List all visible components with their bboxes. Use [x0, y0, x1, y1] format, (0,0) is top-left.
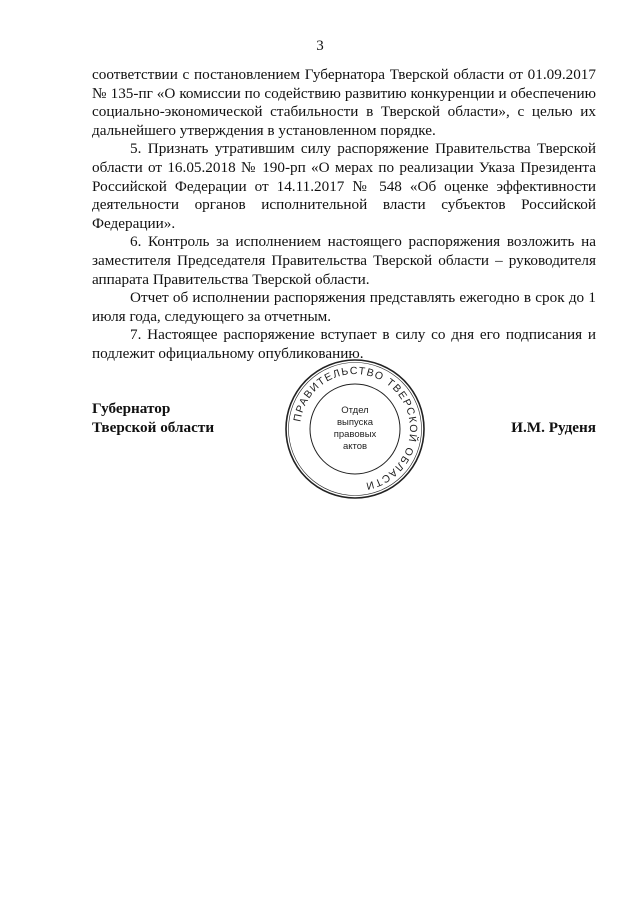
signer-name: И.М. Руденя	[511, 419, 596, 436]
stamp-ring-text: ПРАВИТЕЛЬСТВО ТВЕРСКОЙ ОБЛАСТИ	[291, 364, 420, 493]
page-number: 3	[316, 38, 324, 54]
stamp-seal-icon	[284, 358, 426, 500]
stamp-center-line-2: выпуска	[336, 417, 374, 428]
document-body	[92, 66, 596, 364]
paragraph-item-5: 5. Признать утратившим силу распоряжение Правительства Тверской области от 16.05.2018 № 190-рп «О мерах по реализации Указа Президента Российской Федерации от 14.11.2017 № 548 «Об оценке эффективности деятельности органов исполнительной власти субъектов Российской Федерации».	[92, 140, 596, 232]
signer-title-line-1: Губернатор	[92, 400, 171, 417]
official-stamp	[284, 358, 426, 500]
stamp-center-line-4: актов	[342, 441, 368, 452]
signer-title-line-2: Тверской области	[92, 418, 215, 436]
stamp-center-line-3: правовых	[333, 429, 377, 440]
paragraph-continuation: соответствии с постановлением Губернатора Тверской области от 01.09.2017 № 135-пг «О комиссии по содействию развитию конкуренции и обеспечению социально-экономической стабильности в Тверской области», с целью их дальнейшего утверждения в установленном порядке.	[92, 66, 596, 139]
signer-title	[92, 400, 214, 437]
paragraph-item-6: 6. Контроль за исполнением настоящего распоряжения возложить на заместителя Председателя Правительства Тверской области – руководителя аппарата Правительства Тверской области.	[92, 233, 596, 288]
stamp-center-line-1: Отдел	[341, 405, 369, 416]
paragraph-item-7: 7. Настоящее распоряжение вступает в силу со дня его подписания и подлежит официальному опубликованию.	[92, 326, 596, 362]
paragraph-report: Отчет об исполнении распоряжения представлять ежегодно в срок до 1 июля года, следующего за отчетным.	[92, 289, 596, 325]
